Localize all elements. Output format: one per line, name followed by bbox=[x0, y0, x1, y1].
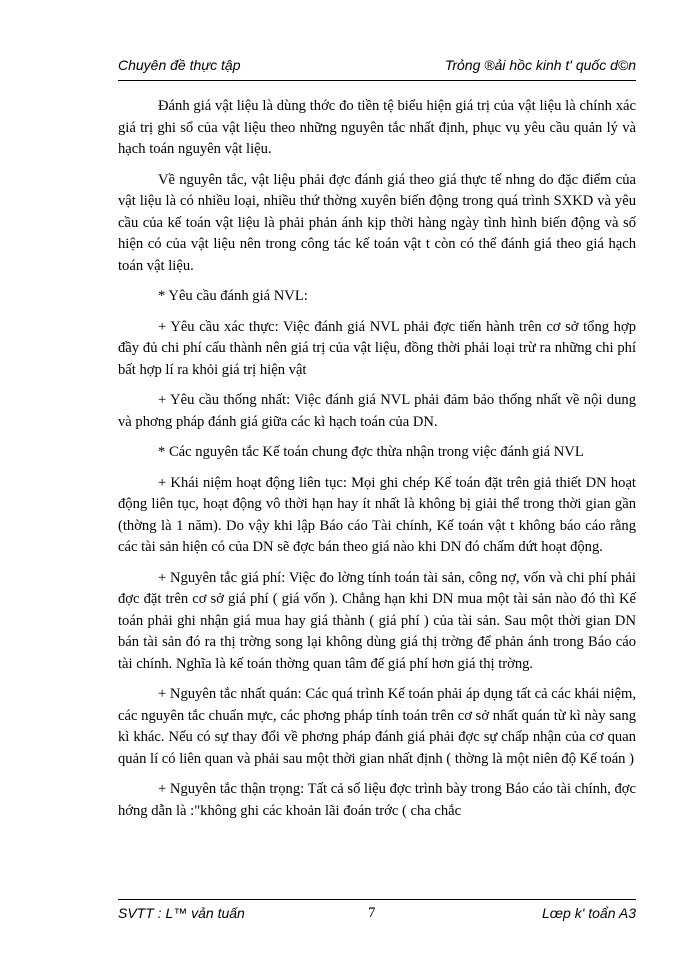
paragraph: + Nguyên tắc thận trọng: Tất cả số liệu đợc trình bày trong Báo cáo tài chính, đợc hớng dẫn là :"không ghi các khoản lãi đoán trớc ( cha chắc bbox=[118, 781, 636, 819]
paragraph: Đánh giá vật liệu là dùng thớc đo tiền tệ biểu hiện giá trị của vật liệu là chính xác giá trị ghi sổ của vật liệu theo những nguyên tắc nhất định, phục vụ yêu cầu quản lý và hạch toán nguyên vật liệu. bbox=[118, 98, 636, 157]
page-footer bbox=[118, 905, 636, 929]
paragraph: Về nguyên tắc, vật liệu phải đợc đánh giá theo giá thực tế nhng do đặc điểm của vật liệu là có nhiều loại, nhiều thứ thờng xuyên biến động trong quá trình SXKD và yêu cầu của kế toán vật liệu là phải phản ánh kịp thời hàng ngày tình hình biến động và số hiện có của vật liệu nên trong công tác kế toán vật t còn có thể đánh giá theo giá hạch toán vật liệu. bbox=[118, 171, 636, 274]
paragraph: + Nguyên tắc giá phí: Việc đo lờng tính toán tài sản, công nợ, vốn và chi phí phải đợc đặt trên cơ sở giá phí ( giá vốn ). Chẳng hạn khi DN mua một tài sản nào đó thì Kế toán phải ghi nhận giá mua hay giá thành ( giá phí ) của tài sản. Sau một thời gian DN bán tài sản đó ra thị trờng song lại không dùng giá thị trờng để phản ánh trong Báo cáo tài chính. Nghĩa là kế toán thờng quan tâm đế giá phí hơn giá thị trờng. bbox=[118, 569, 636, 672]
paragraph: + Yêu cầu thống nhất: Việc đánh giá NVL phải đảm bảo thống nhất về nội dung và phơng pháp đánh giá giữa các kì hạch toán của DN. bbox=[118, 392, 636, 430]
paragraph: * Các nguyên tắc Kế toán chung đợc thừa nhận trong việc đánh giá NVL bbox=[158, 444, 584, 460]
page-header bbox=[118, 55, 636, 81]
page-number: 7 bbox=[368, 905, 376, 921]
header-title-right: Trỏng ®ải hồc kinh t' quốc d©n bbox=[444, 57, 636, 73]
paragraph: + Yêu cầu xác thực: Việc đánh giá NVL phải đợc tiến hành trên cơ sở tổng hợp đầy đủ chi phí cấu thành nên giá trị của vật liệu, đồng thời phải loại trừ ra những chi phí bất hợp lí ra khỏi giá trị hiện vật bbox=[118, 318, 636, 378]
document-body bbox=[118, 96, 636, 831]
paragraph: + Khái niệm hoạt động liên tục: Mọi ghi chép Kế toán đặt trên giả thiết DN hoạt động liên tục, hoạt động vô thời hạn hay ít nhất là không bị giải thể trong thời gian gần (thờng là 1 năm). Do vậy khi lập Báo cáo Tài chính, Kế toán vật t không báo cáo rằng các tài sản hiện có của DN sẽ đợc bán theo giá nào khi DN đó chấm dứt hoạt động. bbox=[118, 474, 636, 555]
paragraph: + Nguyên tắc nhất quán: Các quá trình Kế toán phải áp dụng tất cả các khái niệm, các nguyên tắc chuẩn mực, các phơng pháp tính toán trên cơ sở nhất quán từ kì này sang kì khác. Nếu có sự thay đổi về phơng pháp đánh giá phải đợc sự chấp nhận của cơ quan quản lí có liên quan và phải sau một thời gian nhất định ( thờng là một niên độ Kế toán ) bbox=[118, 686, 636, 767]
footer-divider bbox=[118, 899, 636, 900]
paragraph: * Yêu cầu đánh giá NVL: bbox=[158, 288, 308, 304]
header-divider bbox=[118, 80, 636, 81]
header-title-left: Chuyên đề thực tập bbox=[118, 57, 241, 73]
footer-author: SVTT : L™ vản tuấn bbox=[118, 905, 245, 921]
footer-class: Lœp k' toẩn A3 bbox=[542, 905, 636, 921]
